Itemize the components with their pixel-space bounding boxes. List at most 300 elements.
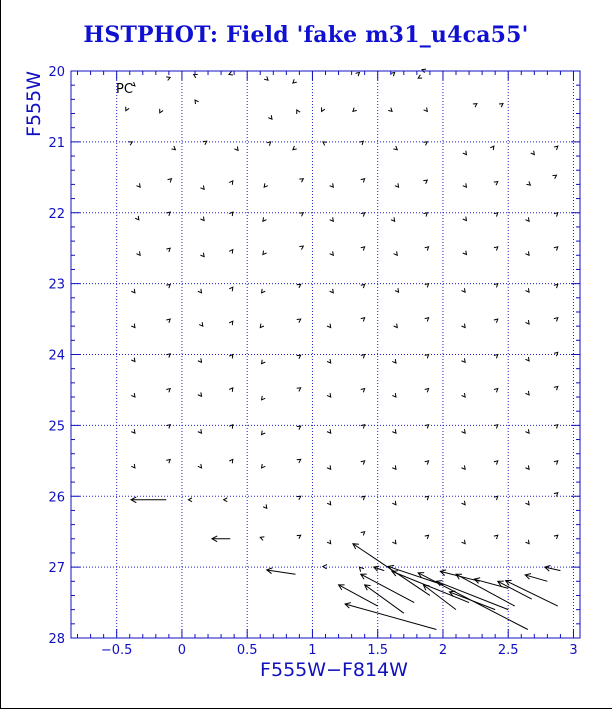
vector-head (262, 464, 266, 468)
vector-arrow (135, 216, 139, 220)
vector-arrow (418, 75, 422, 78)
vector-arrow (166, 389, 170, 393)
vector-head (525, 540, 529, 544)
vector-arrow (461, 501, 465, 505)
vector-arrow (260, 537, 264, 541)
vector-arrow (463, 251, 467, 255)
vector-arrow (361, 389, 365, 393)
vector-arrow (473, 104, 477, 108)
vector-head (361, 461, 365, 465)
vector-arrow (461, 358, 465, 362)
vector-head (131, 358, 135, 362)
vector-head (200, 217, 204, 221)
y-tick-label: 25 (48, 419, 65, 435)
vector-arrow (392, 501, 396, 505)
vector-arrow (262, 289, 266, 293)
vector-arrow (554, 284, 558, 288)
vector-arrow (393, 146, 397, 150)
vector-arrow (423, 180, 427, 184)
vector-arrow (198, 464, 202, 468)
vector-head (361, 284, 365, 288)
x-tick-labels (101, 643, 578, 658)
vector-arrow (198, 289, 202, 293)
x-tick-label: 2.5 (497, 643, 519, 658)
vector-arrow (330, 183, 334, 187)
vector-head (229, 212, 233, 216)
vector-head (224, 498, 228, 502)
vector-arrow (425, 535, 429, 539)
vector-head (229, 425, 233, 429)
vector-arrow (553, 175, 557, 179)
vector-head (391, 72, 395, 76)
vector-arrow (195, 100, 199, 104)
vector-arrow (554, 146, 558, 150)
vector-arrow (264, 76, 268, 80)
vector-arrow (199, 322, 203, 326)
vector-head (198, 464, 202, 468)
vector-head (463, 251, 467, 255)
vector-shaft (418, 573, 528, 630)
vector-arrow (418, 573, 528, 630)
vector-head (425, 355, 429, 359)
vector-head (463, 217, 467, 221)
vector-head (166, 459, 170, 463)
vector-arrow (198, 429, 202, 433)
vector-arrow (374, 566, 384, 571)
vector-arrow (423, 585, 456, 610)
vector-head (297, 426, 301, 430)
vector-arrow (425, 389, 429, 393)
vector-head (525, 288, 529, 292)
vector-head (423, 180, 427, 184)
vector-head (423, 213, 427, 217)
vector-head (425, 389, 429, 393)
vector-head (463, 183, 467, 187)
vector-arrow (554, 425, 558, 429)
vector-arrow (365, 585, 404, 613)
vector-arrow (166, 425, 170, 429)
vector-head (494, 461, 498, 465)
vector-arrow (339, 585, 378, 606)
vector-shaft (339, 585, 378, 606)
vector-arrow (361, 496, 365, 500)
vector-arrow (392, 429, 396, 433)
vector-arrow (359, 141, 363, 145)
vector-arrow (194, 75, 198, 78)
vector-arrow (554, 461, 558, 465)
vector-head (392, 465, 396, 469)
vector-arrow (391, 72, 395, 76)
vector-arrow (131, 464, 135, 468)
vector-head (418, 75, 422, 78)
y-tick-label: 28 (48, 632, 65, 647)
vector-arrow (293, 79, 297, 83)
vector-arrow (297, 355, 301, 359)
vector-head (553, 175, 557, 179)
vector-arrow (425, 425, 429, 429)
vector-head (473, 104, 477, 108)
vector-arrow (171, 146, 175, 150)
vector-head (293, 146, 297, 150)
vector-arrow (200, 253, 204, 257)
vector-head (554, 461, 558, 465)
vector-head (525, 501, 529, 505)
vector-arrow (425, 284, 429, 288)
vector-arrow (392, 540, 396, 544)
vector-arrow (395, 183, 399, 187)
vector-arrow (166, 319, 170, 323)
vector-head (268, 115, 272, 119)
y-tick-label: 20 (48, 65, 65, 80)
vector-arrow (525, 501, 529, 505)
vector-head (229, 71, 233, 75)
vector-arrow (494, 496, 498, 500)
vector-head (131, 289, 135, 293)
vector-head (361, 496, 365, 500)
vector-head (327, 465, 331, 469)
vector-arrow (425, 355, 429, 359)
vector-arrow (263, 217, 267, 221)
vector-head (499, 104, 503, 108)
vector-head (297, 388, 301, 392)
vector-head (554, 213, 558, 217)
vector-head (263, 504, 267, 508)
vector-head (361, 389, 365, 393)
vector-arrow (499, 104, 503, 108)
vector-head (229, 181, 233, 185)
grid-lines (71, 71, 580, 638)
vector-head (361, 247, 365, 251)
y-tick-label: 27 (48, 561, 65, 577)
vector-arrow (494, 461, 498, 465)
vector-arrow (327, 359, 331, 363)
vector-head (260, 324, 264, 328)
vector-head (330, 289, 334, 293)
vector-arrow (554, 247, 558, 251)
vector-head (461, 465, 465, 469)
y-tick-label: 26 (48, 490, 65, 506)
vector-arrow (198, 358, 202, 362)
vector-head (166, 354, 170, 358)
vector-arrow (260, 324, 264, 328)
vector-head (391, 217, 395, 221)
vector-head (136, 251, 140, 255)
vector-head (490, 146, 494, 150)
vector-arrow (461, 540, 465, 544)
vector-head (229, 321, 233, 325)
vector-arrow (490, 146, 494, 150)
vector-head (327, 501, 331, 505)
vector-arrow (299, 246, 303, 250)
vector-arrow (494, 284, 498, 288)
vector-head (525, 429, 529, 433)
vector-head (323, 142, 327, 146)
panel-label: PC (116, 82, 133, 97)
vector-head (525, 251, 529, 255)
vector-arrow (494, 425, 498, 429)
vector-head (554, 425, 558, 429)
vector-arrow (361, 284, 365, 288)
vector-arrow (160, 109, 163, 113)
vector-head (194, 75, 198, 78)
vector-arrow (461, 465, 465, 469)
vector-arrow (200, 185, 204, 189)
vector-arrow (463, 151, 467, 155)
vector-head (195, 100, 199, 104)
vector-head (361, 532, 365, 536)
vector-arrow (525, 391, 529, 395)
vector-head (425, 247, 429, 251)
vector-head (392, 393, 396, 397)
vector-arrow (297, 388, 301, 392)
vector-head (494, 355, 498, 359)
vector-head (494, 496, 498, 500)
vector-head (166, 248, 170, 252)
vector-arrow (212, 536, 230, 542)
vector-head (531, 151, 535, 155)
x-tick-label: 0 (177, 643, 187, 658)
vector-arrow (297, 319, 301, 323)
vector-head (260, 537, 264, 541)
vector-arrow (263, 251, 267, 255)
vector-arrow (299, 179, 303, 183)
vector-head (494, 182, 498, 186)
vector-head (395, 288, 399, 292)
vector-head (461, 540, 465, 544)
vector-arrow (293, 146, 297, 150)
vector-arrow (361, 247, 365, 251)
vector-arrow (498, 581, 532, 599)
vector-arrow (423, 213, 427, 217)
vector-arrow (166, 248, 170, 252)
vector-arrow (262, 464, 266, 468)
vector-head (229, 459, 233, 463)
vector-arrow (525, 288, 529, 292)
vector-head (425, 318, 429, 322)
vector-arrow (545, 565, 561, 571)
vector-head (188, 498, 192, 502)
vector-arrow (359, 567, 364, 572)
vector-head (267, 142, 271, 146)
vector-arrow (525, 251, 529, 255)
vector-arrow (262, 431, 266, 435)
vector-head (392, 429, 396, 433)
vector-arrow (494, 389, 498, 393)
y-tick-labels (48, 65, 65, 647)
vector-arrow (461, 324, 465, 328)
vector-head (160, 109, 163, 113)
vector-head (361, 213, 365, 217)
vector-head (327, 429, 331, 433)
vector-arrow (166, 212, 170, 216)
vector-arrow (229, 388, 233, 392)
vector-head (461, 429, 465, 433)
vector-arrow (327, 429, 331, 433)
vector-arrow (461, 393, 465, 397)
vector-head (299, 213, 303, 217)
vector-arrow (262, 360, 266, 364)
vector-head (394, 324, 398, 328)
vector-head (554, 146, 558, 150)
vector-arrow (391, 217, 395, 221)
vector-arrow (327, 540, 331, 544)
vector-head (297, 459, 301, 463)
vector-arrow (463, 217, 467, 221)
vector-arrow (327, 324, 331, 328)
vector-arrow (327, 393, 331, 397)
vector-arrow (525, 465, 529, 469)
vector-arrow (131, 358, 135, 362)
vector-arrow (361, 425, 365, 429)
y-tick-label: 23 (48, 277, 65, 293)
vector-arrow (394, 324, 398, 328)
vector-arrow (388, 108, 392, 112)
vector-arrow (525, 320, 529, 324)
vector-head (131, 324, 135, 328)
vector-head (200, 185, 204, 189)
vector-head (198, 358, 202, 362)
vector-arrow (297, 426, 301, 430)
vector-head (136, 183, 140, 187)
vector-arrow (229, 355, 233, 359)
vector-shaft (498, 581, 532, 599)
vector-head (461, 288, 465, 292)
vector-head (353, 544, 359, 549)
x-tick-label: 0.5 (236, 643, 258, 658)
vector-head (463, 151, 467, 155)
vector-arrow (494, 247, 498, 251)
vector-arrow (200, 217, 204, 221)
vector-arrow (461, 288, 465, 292)
vector-arrow (461, 429, 465, 433)
vector-head (525, 357, 529, 361)
vector-arrow (440, 570, 479, 581)
vector-arrow (268, 115, 272, 119)
vector-arrow (323, 142, 327, 146)
vector-head (198, 392, 202, 396)
vector-arrow (229, 425, 233, 429)
vector-arrow (394, 251, 398, 255)
vector-head (126, 107, 129, 111)
vector-arrow (361, 318, 365, 322)
vector-arrow (525, 540, 529, 544)
vector-head (297, 110, 300, 114)
vector-head (425, 496, 429, 500)
vector-arrow (425, 318, 429, 322)
vector-head (200, 253, 204, 257)
vector-arrow (229, 459, 233, 463)
vector-arrow (168, 179, 172, 183)
vector-head (461, 324, 465, 328)
vector-head (393, 146, 397, 150)
vector-arrow (361, 355, 365, 359)
y-tick-label: 24 (48, 348, 65, 364)
vector-head (361, 425, 365, 429)
vector-arrow (136, 251, 140, 255)
vector-head (461, 501, 465, 505)
x-tick-label: 2 (438, 643, 448, 658)
vector-arrow (330, 251, 334, 255)
vector-arrow (229, 321, 233, 325)
vector-arrow (436, 581, 508, 610)
vector-head (392, 540, 396, 544)
vector-arrow (224, 498, 228, 502)
vector-arrow (361, 179, 365, 183)
vector-head (494, 389, 498, 393)
vector-head (322, 107, 325, 111)
vector-head (262, 289, 266, 293)
vector-head (461, 393, 465, 397)
vector-head (198, 429, 202, 433)
vector-head (327, 393, 331, 397)
vector-arrow (297, 459, 301, 463)
vector-head (525, 320, 529, 324)
vector-arrow (525, 429, 529, 433)
vector-head (299, 246, 303, 250)
x-axis-title: F555W−F814W (260, 659, 408, 681)
vector-shaft (423, 585, 456, 610)
vector-head (359, 141, 363, 145)
vector-arrow (554, 318, 558, 322)
vector-arrow (267, 142, 271, 146)
vector-head (425, 461, 429, 465)
vector-head (356, 72, 360, 76)
vector-head (330, 217, 334, 221)
vector-head (554, 284, 558, 288)
vector-head (166, 319, 170, 323)
vector-arrow (494, 182, 498, 186)
vector-head (229, 250, 233, 254)
vector-arrow (299, 213, 303, 217)
vector-arrow (267, 568, 296, 574)
vector-head (425, 535, 429, 539)
vector-head (361, 355, 365, 359)
vector-arrow (425, 461, 429, 465)
vector-arrow (131, 393, 135, 397)
vector-arrow (126, 107, 129, 111)
vector-arrow (531, 151, 535, 155)
vector-arrow (188, 498, 192, 502)
vector-head (131, 393, 135, 397)
vector-arrow (166, 284, 170, 288)
vector-arrow (297, 110, 300, 114)
vector-head (135, 216, 139, 220)
vector-arrow (297, 535, 301, 539)
vector-head (131, 464, 135, 468)
vector-arrow (131, 289, 135, 293)
vector-head (229, 287, 233, 291)
vector-head (327, 540, 331, 544)
vector-head (361, 179, 365, 183)
vector-head (166, 284, 170, 288)
vector-head (264, 76, 268, 80)
vector-head (394, 251, 398, 255)
vector-head (263, 217, 267, 221)
vector-head (263, 251, 267, 255)
vector-arrow (494, 355, 498, 359)
vector-head (494, 535, 498, 539)
vector-head (425, 284, 429, 288)
vector-field (126, 69, 561, 629)
vector-arrow (264, 183, 268, 187)
vector-head (199, 322, 203, 326)
vector-head (327, 359, 331, 363)
vector-head (131, 429, 135, 433)
vector-head (264, 183, 268, 187)
vector-head (424, 107, 428, 111)
vector-shaft (365, 585, 404, 613)
y-axis-title: F555W (23, 71, 45, 137)
